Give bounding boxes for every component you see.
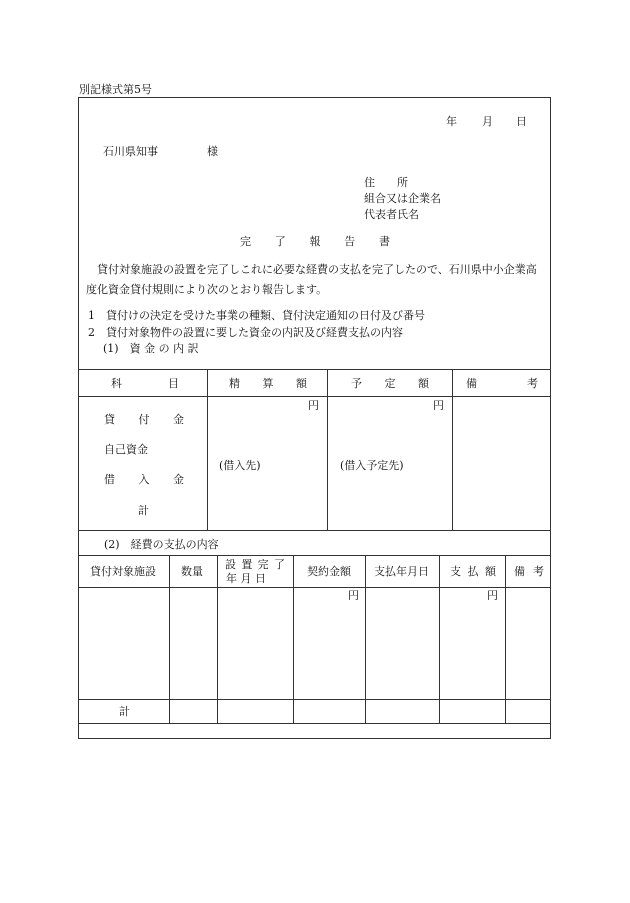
section2-label: (2) 経費の支払の内容 [104,538,219,551]
table1-header-settled: 精 算 額 [229,377,307,390]
table2-contract-unit: 円 [348,589,359,602]
item-1: 1 貸付けの決定を受けた事業の種類、貸付決定通知の日付及び番号 [88,309,425,322]
table1-row-total: 計 [138,504,149,517]
table2-bottom-border [78,723,551,724]
table1-planned-unit: 円 [433,399,444,412]
report-title: 完 了 報 告 書 [240,235,390,248]
table2-col-divider [439,555,440,723]
table2-total-label: 計 [119,705,130,718]
table2-header-paydate: 支払年月日 [374,565,429,578]
table2-col-divider [169,555,170,723]
table1-borrow-from: (借入先) [219,459,261,472]
table2-header-quantity: 数量 [181,565,203,578]
date-year: 年 [446,115,457,128]
table2-total-border [78,699,551,700]
section1-label: (1) 資 金 の 内 訳 [103,342,199,355]
table1-header-planned: 予 定 額 [351,377,429,390]
report-body-text: 貸付対象施設の設置を完了しこれに必要な経費の支払を完了したので、石川県中小企業高度化資金貸付規則により次のとおり報告します。 [86,263,537,296]
table1-col-divider [327,369,328,530]
table2-amount-unit: 円 [487,589,498,602]
table2-header-completion-2: 年 月 日 [226,572,266,585]
table1-bottom-border [78,530,551,531]
table1-row-loan: 貸 付 金 [104,413,184,426]
table1-row-borrowing: 借 入 金 [104,473,184,486]
table1-settled-unit: 円 [308,399,319,412]
table2-col-divider [505,555,506,723]
table2-header-contract: 契約金額 [307,565,351,578]
table2-header-border [78,587,551,588]
date-day: 日 [516,115,527,128]
table1-header-border [78,396,551,397]
applicant-address: 住 所 [364,176,408,189]
table1-header-remarks: 備 考 [466,377,538,390]
addressee-honorific: 様 [207,145,218,158]
item-2: 2 貸付対象物件の設置に要した資金の内訳及び経費支払の内容 [88,326,403,339]
addressee-name: 石川県知事 [103,145,158,158]
applicant-company: 組合又は企業名 [364,192,441,205]
form-number: 別記様式第5号 [79,83,152,96]
table2-col-divider [365,555,366,723]
table1-header-subject: 科 目 [111,377,179,390]
table2-col-divider [217,555,218,723]
table2-header-facility: 貸付対象施設 [90,565,156,578]
table1-col-divider [207,369,208,530]
applicant-representative: 代表者氏名 [364,208,419,221]
table2-header-amount: 支 払 額 [450,565,496,578]
table2-header-completion-1: 設 置 完 了 [225,558,285,571]
table2-col-divider [293,555,294,723]
table1-row-own-funds: 自己資金 [104,443,148,456]
table1-borrow-planned: (借入予定先) [340,459,404,472]
table2-header-remarks: 備 考 [514,565,544,578]
table2-top-border [78,555,551,556]
table1-top-border [78,369,551,370]
date-month: 月 [482,115,493,128]
table1-col-divider [452,369,453,530]
